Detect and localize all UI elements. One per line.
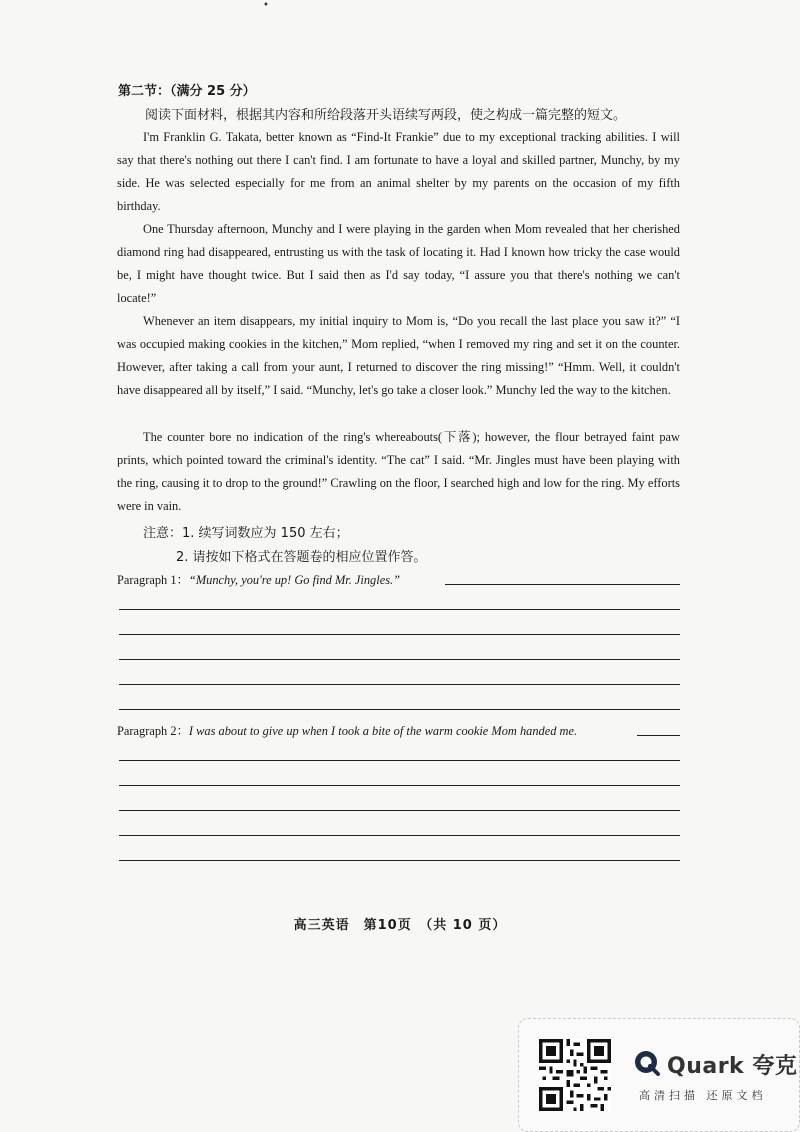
paragraph-2-first-blank[interactable] [637, 735, 680, 736]
note-word-count: 注意：1. 续写词数应为 150 左右； [143, 526, 349, 541]
passage-paragraph-4 [117, 426, 680, 518]
section-heading: 第二节：（满分 25 分） [118, 84, 256, 99]
passage-paragraph-3-text: Whenever an item disappears, my initial inquiry to Mom is, “Do you recall the last place you saw it?” “I was occupied making cookies in the kitchen,” Mom replied, “when I removed my ring and set it on the counter. However, after taking a call from your aunt, I returned to discover the ring missing!” “Hmm. Well, it couldn't have disappeared all by itself,” I said. “Munchy, let's go take a closer look.” Munchy led the way to the kitchen. [117, 314, 680, 397]
paragraph-2-answer-line[interactable] [119, 785, 680, 786]
passage-paragraph-3 [117, 310, 680, 402]
paragraph-2-label: Paragraph 2： [117, 724, 189, 738]
passage-paragraph-4-text: The counter bore no indication of the ring's whereabouts(下落); however, the flour betrayed faint paw prints, which pointed toward the criminal's identity. “The cat” I said. “Mr. Jingles must have been playing with the ring, causing it to drop to the ground!” Crawling on the floor, I searched high and low for the ring. My efforts were in vain. [117, 430, 680, 513]
paragraph-2-answer-line[interactable] [119, 760, 680, 761]
passage-paragraph-2-text: One Thursday afternoon, Munchy and I were playing in the garden when Mom revealed that her cherished diamond ring had disappeared, entrusting us with the task of locating it. Had I known how tricky the case would be, I might have thought twice. But I said then as I'd say today, “I assure you that there's nothing we can't locate!” [117, 222, 680, 305]
paragraph-1-answer-line[interactable] [119, 684, 680, 685]
paragraph-1-answer-line[interactable] [119, 609, 680, 610]
paragraph-1-answer-line[interactable] [119, 634, 680, 635]
quark-watermark [518, 1018, 800, 1132]
instruction-text: 阅读下面材料，根据其内容和所给段落开头语续写两段，使之构成一篇完整的短文。 [145, 108, 627, 123]
paragraph-1-answer-line[interactable] [119, 659, 680, 660]
paragraph-1-opening: “Munchy, you're up! Go find Mr. Jingles.” [188, 573, 401, 587]
paragraph-1-first-blank[interactable] [445, 584, 680, 585]
paragraph-2-opening: I was about to give up when I took a bite of the warm cookie Mom handed me. [188, 724, 578, 738]
note-format: 2. 请按如下格式在答题卷的相应位置作答。 [176, 550, 427, 565]
paragraph-1-answer-line[interactable] [119, 709, 680, 710]
qr-code-icon [539, 1039, 611, 1111]
paragraph-1-label: Paragraph 1： [117, 573, 189, 587]
quark-brand-name: Quark 夸克 [667, 1054, 798, 1079]
paragraph-2-answer-line[interactable] [119, 835, 680, 836]
page-footer: 高三英语 第10页 （共 10 页） [293, 918, 507, 933]
scan-mark: • [263, 0, 269, 11]
passage-paragraph-2 [117, 218, 680, 310]
paragraph-2-answer-line[interactable] [119, 810, 680, 811]
paragraph-2-prompt [117, 721, 577, 739]
quark-logo-icon [633, 1049, 661, 1077]
quark-tagline: 高清扫描 还原文档 [639, 1089, 767, 1102]
paragraph-2-answer-line[interactable] [119, 860, 680, 861]
paragraph-1-prompt [117, 570, 400, 588]
passage-paragraph-1 [117, 126, 680, 218]
passage-paragraph-1-text: I'm Franklin G. Takata, better known as “Find-It Frankie” due to my exceptional tracking abilities. I will say that there's nothing out there I can't find. I am fortunate to have a loyal and skilled partner, Munchy, by my side. He was selected especially for me from an animal shelter by my parents on the occasion of my fifth birthday. [117, 130, 680, 213]
